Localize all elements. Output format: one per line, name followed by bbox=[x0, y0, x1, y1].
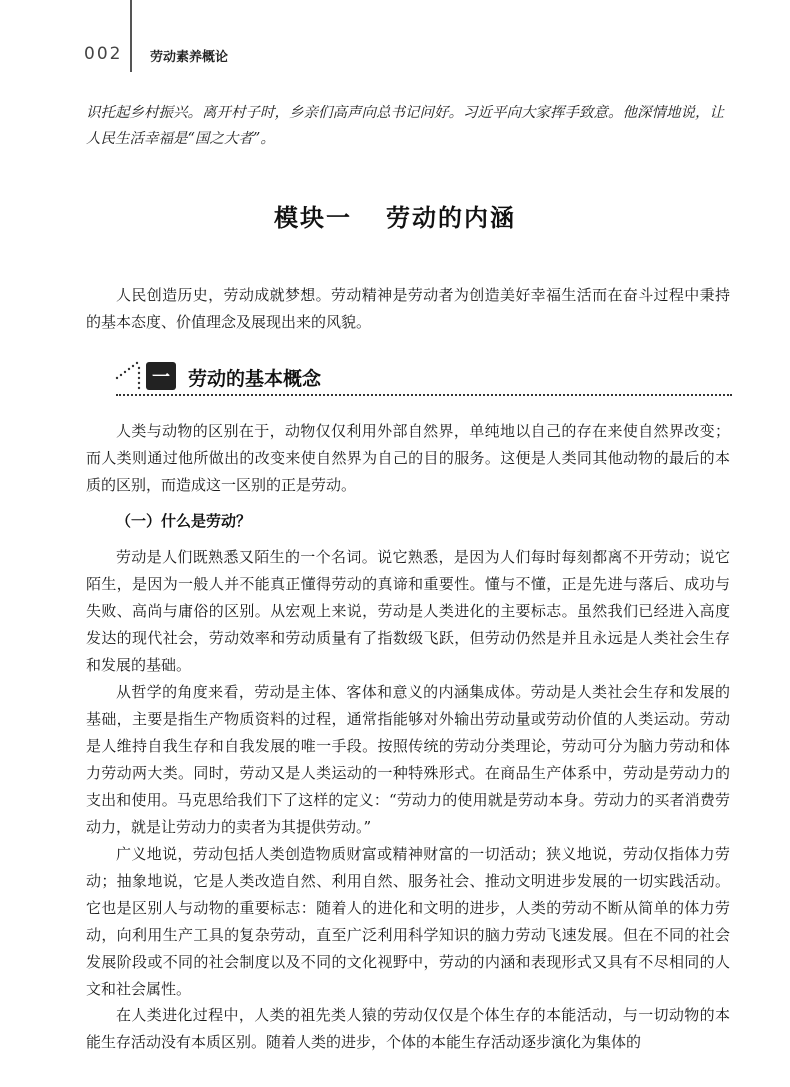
quote-paragraph: 识托起乡村振兴。离开村子时，乡亲们高声向总书记问好。习近平向大家挥手致意。他深情地说，让人民生活幸福是“国之大者”。 bbox=[86, 105, 724, 147]
book-title: 劳动素养概论 bbox=[150, 50, 229, 65]
decorative-dots-icon bbox=[114, 358, 144, 392]
page-number: 002 bbox=[84, 44, 123, 64]
section-title: 劳动的基本概念 bbox=[188, 368, 322, 390]
section-paragraph: 人类与动物的区别在于，动物仅仅利用外部自然界，单纯地以自己的存在来使自然界改变；而人类则通过他所做出的改变来使自然界为自己的目的服务。这便是人类同其他动物的最后的本质的区别，而造成这一区别的正是劳动。 bbox=[86, 422, 730, 494]
body-paragraph-1: 劳动是人们既熟悉又陌生的一个名词。说它熟悉，是因为人们每时每刻都离不开劳动；说它陌生，是因为一般人并不能真正懂得劳动的真谛和重要性。懂与不懂，正是先进与落后、成功与失败、高尚与庸俗的区别。从宏观上来说，劳动是人类进化的主要标志。虽然我们已经进入高度发达的现代社会，劳动效率和劳动质量有了指数级飞跃，但劳动仍然是并且永远是人类社会生存和发展的基础。 bbox=[86, 548, 730, 674]
section-number-badge: 一 bbox=[146, 362, 176, 390]
module-title bbox=[0, 198, 790, 233]
module-name: 劳动的内涵 bbox=[386, 203, 516, 232]
body-paragraph-4: 在人类进化过程中，人类的祖先类人猿的劳动仅仅是个体生存的本能活动，与一切动物的本能生存活动没有本质区别。随着人类的进步，个体的本能生存活动逐步演化为集体的 bbox=[86, 1006, 730, 1051]
header-divider bbox=[130, 0, 132, 72]
module-label: 模块一 bbox=[274, 203, 352, 232]
section-dotted-divider bbox=[116, 394, 732, 396]
intro-paragraph: 人民创造历史，劳动成就梦想。劳动精神是劳动者为创造美好幸福生活而在奋斗过程中秉持的基本态度、价值理念及展现出来的风貌。 bbox=[86, 286, 730, 331]
body-paragraph-3: 广义地说，劳动包括人类创造物质财富或精神财富的一切活动；狭义地说，劳动仅指体力劳动；抽象地说，它是人类改造自然、利用自然、服务社会、推动文明进步发展的一切实践活动。它也是区别人与动物的重要标志：随着人的进化和文明的进步，人类的劳动不断从简单的体力劳动，向利用生产工具的复杂劳动，直至广泛利用科学知识的脑力劳动飞速发展。但在不同的社会发展阶段或不同的社会制度以及不同的文化视野中，劳动的内涵和表现形式又具有不尽相同的人文和社会属性。 bbox=[86, 845, 730, 998]
subsection-title: （一）什么是劳动？ bbox=[116, 512, 252, 530]
body-paragraph-2: 从哲学的角度来看，劳动是主体、客体和意义的内涵集成体。劳动是人类社会生存和发展的基础，主要是指生产物质资料的过程，通常指能够对外输出劳动量或劳动价值的人类运动。劳动是人维持自我生存和自我发展的唯一手段。按照传统的劳动分类理论，劳动可分为脑力劳动和体力劳动两大类。同时，劳动又是人类运动的一种特殊形式。在商品生产体系中，劳动是劳动力的支出和使用。马克思给我们下了这样的定义：“劳动力的使用就是劳动本身。劳动力的买者消费劳动力，就是让劳动力的卖者为其提供劳动。” bbox=[86, 683, 730, 836]
